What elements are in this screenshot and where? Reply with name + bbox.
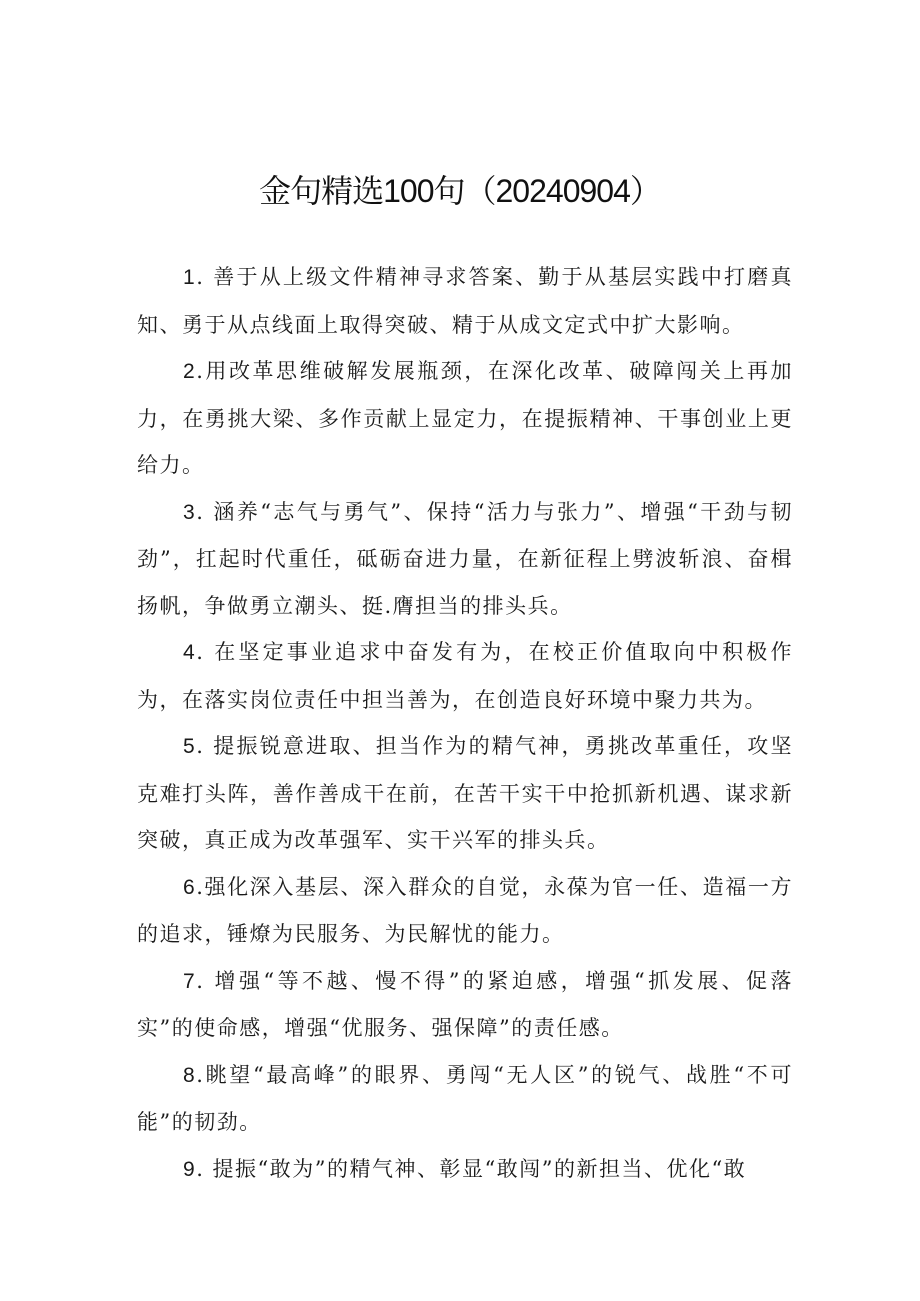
item-number: 4 bbox=[183, 641, 197, 664]
list-item bbox=[137, 254, 793, 348]
item-text: .眺望“最高峰”的眼界、勇闯“无人区”的锐气、战胜“不可能”的韧劲。 bbox=[137, 1062, 793, 1134]
item-number: 3 bbox=[183, 500, 197, 524]
item-number: 9 bbox=[183, 1157, 197, 1181]
item-text: . 提振“敢为”的精气神、彰显“敢闯”的新担当、优化“敢 bbox=[196, 1156, 747, 1181]
list-item bbox=[137, 1146, 793, 1194]
list-item bbox=[137, 348, 793, 489]
item-text: . 在坚定事业追求中奋发有为，在校正价值取向中积极作为，在落实岗位责任中担当善为，在创造良好环境中聚力共为。 bbox=[137, 640, 793, 712]
list-item bbox=[137, 1052, 793, 1146]
item-text: .强化深入基层、深入群众的自觉，永葆为官一任、造福一方的追求，锤燎为民服务、为民解忧的能力。 bbox=[137, 874, 793, 946]
item-number: 7 bbox=[183, 969, 197, 993]
list-item bbox=[137, 864, 793, 958]
item-text: .用改革思维破解发展瓶颈，在深化改革、破障闯关上再加力，在勇挑大梁、多作贡献上显定力，在提振精神、干事创业上更给力。 bbox=[137, 359, 793, 477]
list-item bbox=[137, 489, 793, 630]
item-text: . 善于从上级文件精神寻求答案、勤于从基层实践中打磨真知、勇于从点线面上取得突破、精于从成文定式中扩大影响。 bbox=[137, 265, 793, 337]
item-number: 5 bbox=[183, 735, 197, 758]
list-item bbox=[137, 629, 793, 723]
item-text: . 增强“等不越、慢不得”的紧迫感，增强“抓发展、促落实”的使命感，增强“优服务、强保障”的责任感。 bbox=[137, 968, 793, 1040]
item-number: 8 bbox=[183, 1063, 197, 1087]
list-item bbox=[137, 958, 793, 1052]
document-body bbox=[137, 254, 793, 1193]
page-title: 金句精选100句（20240904） bbox=[259, 173, 661, 209]
item-text: . 涵养“志气与勇气”、保持“活力与张力”、增强“干劲与韧劲”，扛起时代重任，砥砺奋进力量，在新征程上劈波斩浪、奋楫扬帆，争做勇立潮头、挺.膺担当的排头兵。 bbox=[137, 499, 793, 618]
item-number: 2 bbox=[183, 360, 197, 383]
item-text: . 提振锐意进取、担当作为的精气神，勇挑改革重任，攻坚克难打头阵，善作善成干在前，在苦干实干中抢抓新机遇、谋求新突破，真正成为改革强军、实干兴军的排头兵。 bbox=[137, 734, 793, 852]
list-item bbox=[137, 723, 793, 864]
item-number: 6 bbox=[183, 875, 197, 899]
item-number: 1 bbox=[183, 266, 197, 289]
